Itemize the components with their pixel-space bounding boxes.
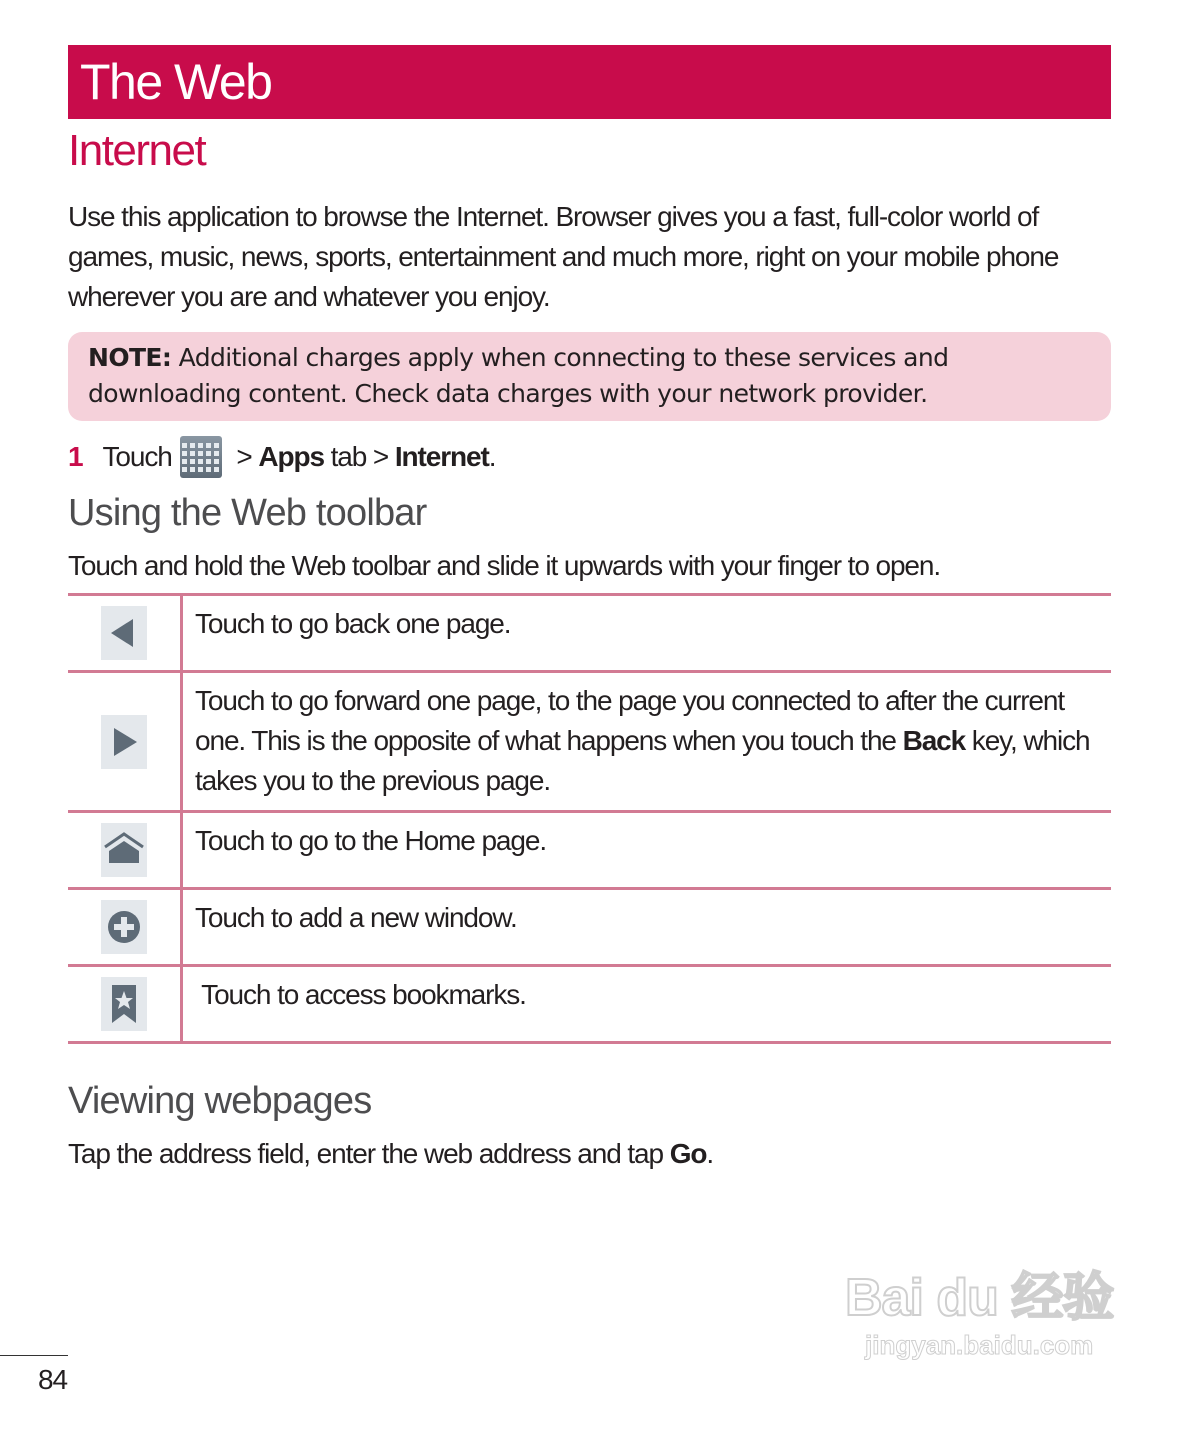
apps-grid-icon: [180, 436, 222, 478]
forward-arrow-icon: [101, 715, 147, 769]
row-text: Touch to access bookmarks.: [182, 966, 1112, 1043]
table-row: [68, 595, 1111, 672]
table-row: [68, 812, 1111, 889]
page-number: 84: [38, 1364, 67, 1395]
step-1: [68, 436, 495, 478]
note-text: Additional charges apply when connecting to these services and downloading content. Check data charges with your network provider.: [88, 343, 949, 408]
row-text: Touch to add a new window.: [182, 889, 1112, 966]
table-row: [68, 966, 1111, 1043]
baidu-watermark: [845, 1255, 1113, 1361]
bookmark-icon: [101, 977, 147, 1031]
intro-paragraph: Use this application to browse the Internet. Browser gives you a fast, full-color world of games, music, news, sports, entertainment and much more, right on your mobile phone wherever you are and whatever you enjoy.: [68, 201, 1059, 312]
note-label: NOTE:: [88, 343, 172, 372]
step-text: Touch: [102, 441, 172, 472]
row-text: Touch to go to the Home page.: [182, 812, 1112, 889]
table-row: [68, 672, 1111, 812]
step-text: >: [229, 441, 259, 472]
toolbar-heading: Using the Web toolbar: [68, 492, 427, 534]
note-box: [68, 332, 1111, 421]
toolbar-table: [68, 593, 1111, 1044]
toolbar-description: Touch and hold the Web toolbar and slide it upwards with your finger to open.: [68, 550, 941, 581]
footer-rule: [0, 1355, 68, 1356]
add-window-icon: [101, 900, 147, 954]
step-text: tab >: [323, 441, 395, 472]
viewing-heading: Viewing webpages: [68, 1080, 372, 1122]
row-text: Touch to go forward one page, to the page you connected to after the current one. This is the opposite of what happens when you touch the Back key, which takes you to the previous page.: [182, 672, 1112, 812]
back-arrow-icon: [101, 606, 147, 660]
watermark-url: jingyan.baidu.com: [865, 1330, 1094, 1360]
chapter-banner: [68, 45, 1111, 119]
step-internet: Internet: [394, 441, 489, 472]
table-row: [68, 889, 1111, 966]
watermark-logo: Bai du 经验: [845, 1269, 1114, 1327]
step-text: .: [488, 441, 496, 472]
section-title: Internet: [68, 126, 206, 175]
step-apps: Apps: [258, 441, 324, 472]
chapter-title: The Web: [80, 54, 272, 110]
step-number: 1: [68, 441, 83, 472]
viewing-description: Tap the address field, enter the web address and tap Go.: [68, 1138, 714, 1169]
row-text: Touch to go back one page.: [182, 595, 1112, 672]
home-icon: [101, 823, 147, 877]
